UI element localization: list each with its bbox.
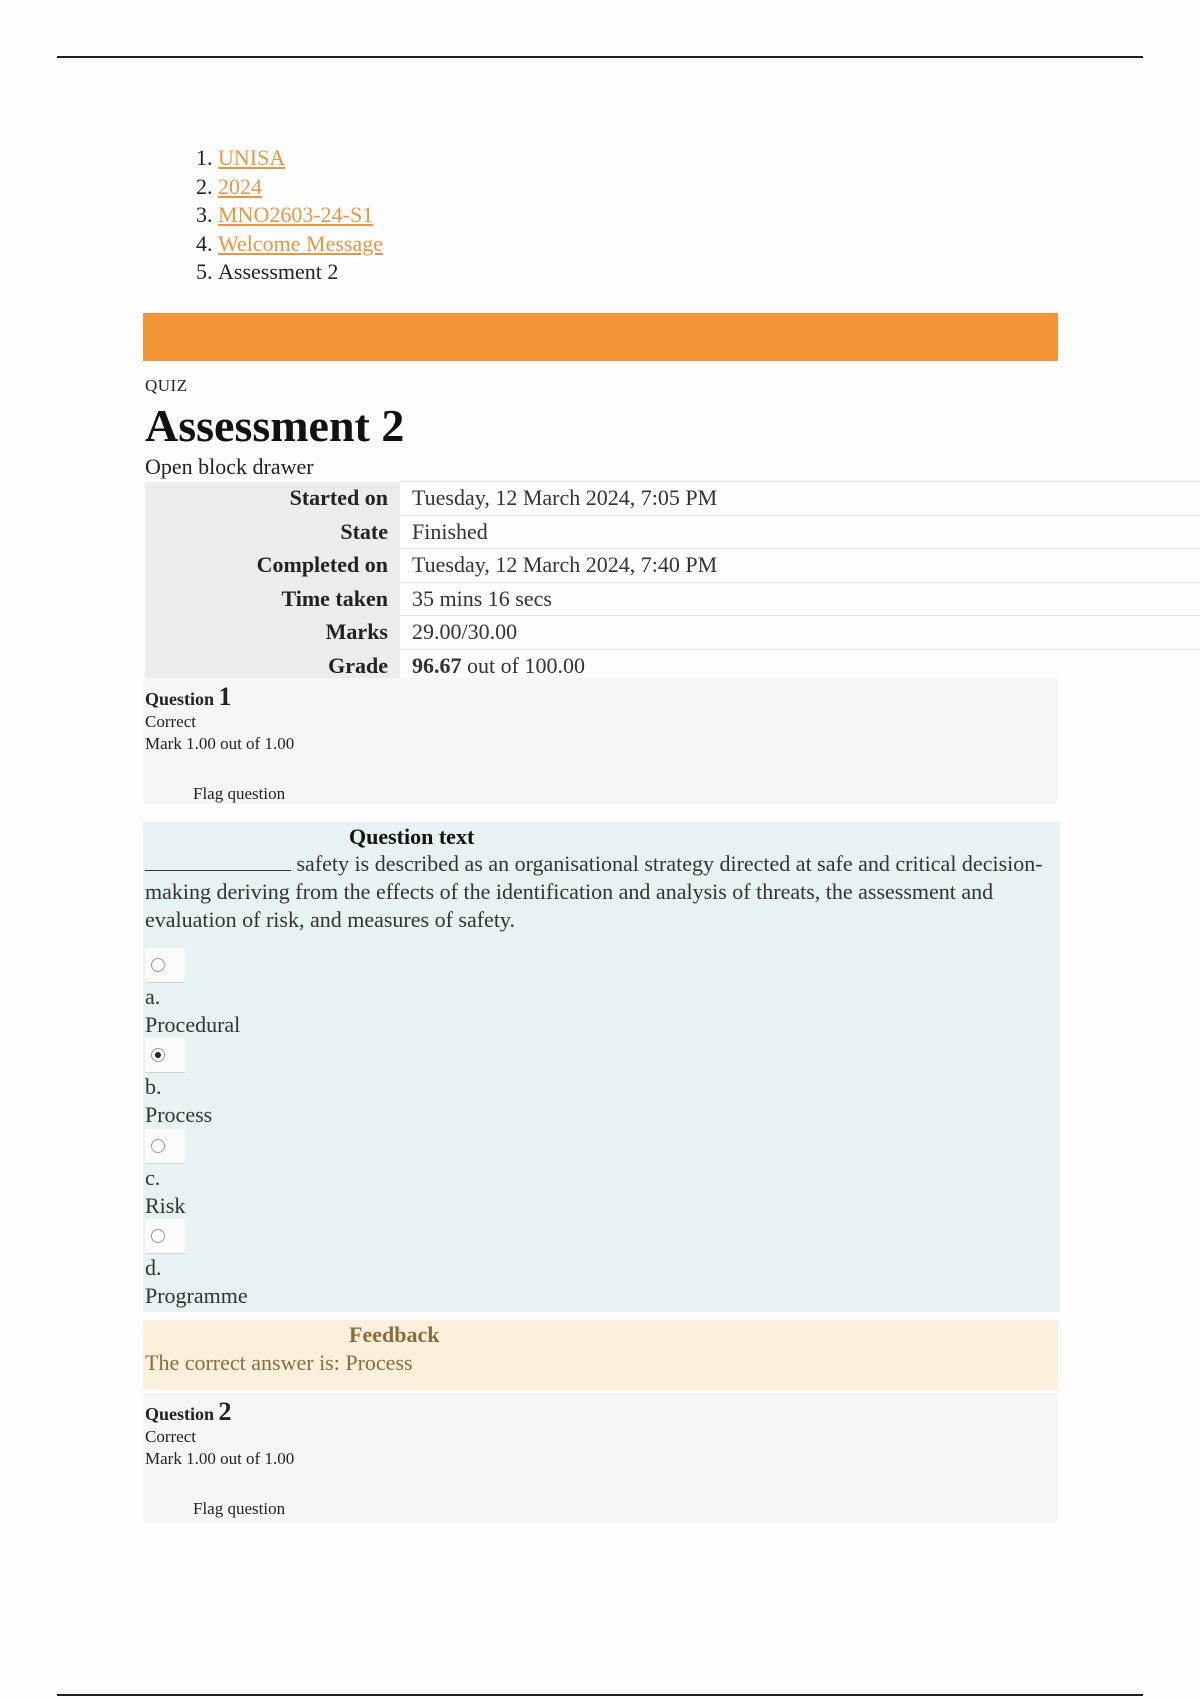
radio-box — [145, 948, 185, 983]
breadcrumb-current: Assessment 2 — [218, 259, 339, 284]
breadcrumb-item[interactable] — [218, 173, 383, 202]
radio-button-selected[interactable] — [151, 1048, 165, 1062]
flag-question-button[interactable]: Flag question — [193, 1499, 286, 1518]
answer-option-d[interactable] — [145, 1219, 545, 1309]
answer-blank — [145, 852, 291, 871]
question-text-heading: Question text — [349, 824, 475, 849]
question-1-feedback — [143, 1320, 1058, 1390]
summary-label: Time taken — [145, 582, 400, 616]
summary-value: 29.00/30.00 — [400, 616, 1200, 650]
question-state: Correct — [145, 712, 196, 731]
summary-row — [145, 582, 1200, 616]
answer-option-c[interactable] — [145, 1129, 545, 1219]
summary-label: Marks — [145, 616, 400, 650]
page-title: Assessment 2 — [145, 400, 405, 451]
activity-type-label: QUIZ — [145, 376, 188, 395]
question-prefix: Question — [145, 689, 219, 709]
summary-row — [145, 616, 1200, 650]
question-number — [145, 1397, 232, 1427]
radio-button[interactable] — [151, 958, 165, 972]
summary-row — [145, 482, 1200, 516]
header-banner — [143, 313, 1058, 361]
radio-box — [145, 1129, 185, 1164]
summary-label: Completed on — [145, 549, 400, 583]
bottom-rule — [57, 1694, 1143, 1696]
grade-out-of: out of 100.00 — [461, 652, 585, 678]
summary-row — [145, 549, 1200, 583]
breadcrumb-item[interactable] — [218, 144, 383, 173]
breadcrumb-link-welcome-message[interactable]: Welcome Message — [218, 230, 383, 256]
option-letter: c. — [145, 1165, 161, 1190]
breadcrumb-item — [218, 258, 383, 287]
flag-question-button[interactable]: Flag question — [193, 784, 286, 803]
radio-button[interactable] — [151, 1139, 165, 1153]
open-block-drawer-button[interactable]: Open block drawer — [145, 454, 314, 479]
breadcrumb-link-unisa[interactable]: UNISA — [218, 145, 286, 170]
option-letter: b. — [145, 1074, 162, 1099]
option-answer: Process — [145, 1102, 213, 1127]
breadcrumb-item[interactable] — [218, 230, 383, 259]
radio-box — [145, 1038, 185, 1073]
breadcrumb-link-course[interactable]: MNO2603-24-S1 — [218, 202, 374, 227]
breadcrumb-link-2024[interactable]: 2024 — [218, 173, 262, 199]
summary-value: Finished — [400, 515, 1200, 549]
summary-value: Tuesday, 12 March 2024, 7:05 PM — [400, 482, 1200, 516]
option-answer: Risk — [145, 1193, 186, 1218]
question-number — [145, 682, 232, 712]
question-state: Correct — [145, 1427, 196, 1446]
summary-value: Tuesday, 12 March 2024, 7:40 PM — [400, 549, 1200, 583]
question-text — [145, 850, 1045, 934]
feedback-text: The correct answer is: Process — [145, 1350, 413, 1375]
answer-option-a[interactable] — [145, 948, 545, 1038]
radio-box — [145, 1219, 185, 1254]
breadcrumb — [170, 144, 383, 287]
question-grade: Mark 1.00 out of 1.00 — [145, 734, 295, 753]
feedback-heading: Feedback — [349, 1322, 440, 1347]
question-number-value: 2 — [218, 1397, 232, 1426]
grade-value: 96.67 — [412, 652, 462, 678]
attempt-summary-table — [145, 481, 1200, 682]
question-number-value: 1 — [218, 682, 232, 711]
question-text-body: safety is described as an organisational strategy directed at safe and critical decision-making deriving from the effects of the identification and analysis of threats, the assessment and evaluation of risk, and measures of safety. — [145, 851, 1043, 932]
summary-row — [145, 515, 1200, 549]
summary-value: 35 mins 16 secs — [400, 582, 1200, 616]
summary-label: Grade — [145, 649, 400, 682]
answer-option-b[interactable] — [145, 1038, 545, 1128]
option-answer: Procedural — [145, 1012, 241, 1037]
radio-button[interactable] — [151, 1229, 165, 1243]
question-2-info — [143, 1393, 1058, 1523]
option-letter: d. — [145, 1255, 162, 1280]
question-1-info — [143, 678, 1058, 804]
option-answer: Programme — [145, 1283, 248, 1308]
summary-label: State — [145, 515, 400, 549]
question-grade: Mark 1.00 out of 1.00 — [145, 1449, 295, 1468]
breadcrumb-item[interactable] — [218, 201, 383, 230]
option-letter: a. — [145, 984, 161, 1009]
top-rule — [57, 56, 1143, 58]
summary-label: Started on — [145, 482, 400, 516]
question-prefix: Question — [145, 1404, 219, 1424]
question-1-content — [143, 822, 1060, 1312]
